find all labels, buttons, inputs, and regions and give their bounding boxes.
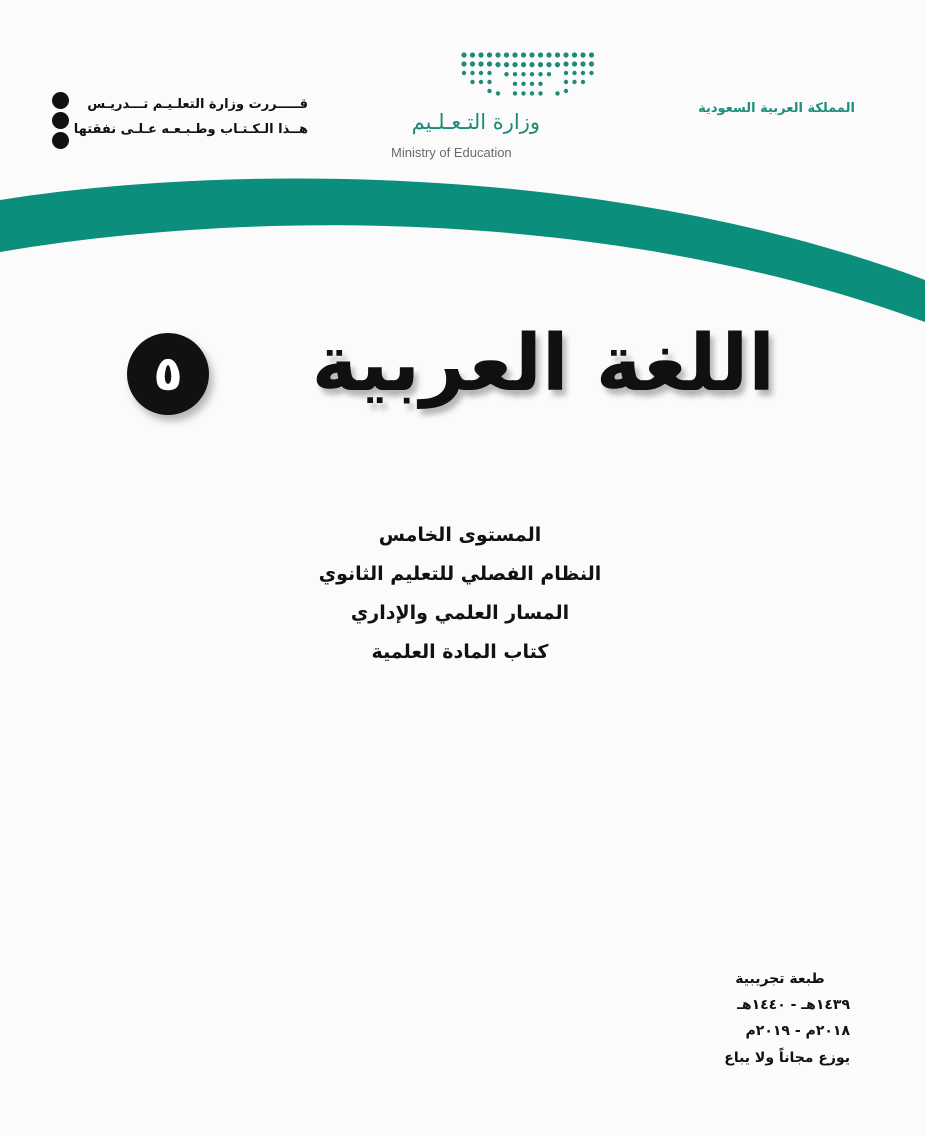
logo-dot <box>555 52 560 57</box>
logo-dot <box>504 52 509 57</box>
edition-hijri-years: ١٤٣٩هـ - ١٤٤٠هـ <box>737 997 850 1013</box>
logo-dot <box>555 62 560 67</box>
edition-label: طبعة تجريبية <box>735 971 825 987</box>
logo-dot <box>470 52 475 57</box>
subtitles <box>290 518 630 678</box>
logo-dot <box>546 52 551 57</box>
logo-arabic-text: وزارة التـعـلـيم <box>411 110 540 134</box>
logo-dot <box>521 91 525 95</box>
logo-dot <box>530 72 534 76</box>
logo-dot <box>513 72 517 76</box>
logo-dot <box>521 72 525 76</box>
logo-dot <box>572 61 577 66</box>
logo-dot <box>513 82 517 86</box>
logo-dot <box>495 62 500 67</box>
logo-dot <box>462 71 466 75</box>
logo-dot <box>470 71 474 75</box>
logo-dot <box>546 62 551 67</box>
logo-dot <box>521 82 525 86</box>
logo-dot <box>538 82 542 86</box>
logo-dot <box>581 80 585 84</box>
logo-dot <box>487 61 492 66</box>
title-text: اللغة العربية <box>311 319 775 409</box>
logo-dot <box>461 52 466 57</box>
notice-line-2: هــذا الـكـتـاب وطـبـعـه عـلـى نفقتها <box>73 122 308 137</box>
logo-dot <box>555 91 559 95</box>
logo-english-text: Ministry of Education <box>391 145 512 160</box>
logo-dot <box>478 52 483 57</box>
logo-dot <box>572 52 577 57</box>
logo-dot <box>487 52 492 57</box>
logo-dot <box>470 80 474 84</box>
logo-dot <box>478 61 483 66</box>
logo-dot <box>529 52 534 57</box>
logo-dot <box>581 71 585 75</box>
logo-dot <box>479 80 483 84</box>
ministry-logo <box>380 50 610 165</box>
edition-gregorian-years: ٢٠١٨م - ٢٠١٩م <box>745 1023 850 1039</box>
logo-dot <box>564 71 568 75</box>
logo-dot <box>580 61 585 66</box>
logo-dot <box>530 82 534 86</box>
logo-dot <box>529 62 534 67</box>
distribution-note: يوزع مجاناً ولا يباع <box>724 1050 850 1066</box>
logo-dots-icon <box>460 50 600 100</box>
kingdom-label: المملكة العربية السعودية <box>698 101 855 116</box>
logo-dot <box>495 52 500 57</box>
logo-dot <box>521 52 526 57</box>
book-title <box>100 315 820 435</box>
title-number: ٥ <box>153 346 183 402</box>
logo-dot <box>564 80 568 84</box>
logo-dot <box>572 80 576 84</box>
logo-dot <box>538 62 543 67</box>
logo-dot <box>487 89 491 93</box>
bullet-dot-icon <box>52 112 69 129</box>
logo-dot <box>563 52 568 57</box>
subtitle-track: المسار العلمي والإداري <box>350 602 570 624</box>
logo-dot <box>589 61 594 66</box>
logo-dot <box>487 71 491 75</box>
logo-dot <box>580 52 585 57</box>
logo-dot <box>521 62 526 67</box>
logo-dot <box>572 71 576 75</box>
logo-dot <box>563 61 568 66</box>
edition-info <box>680 966 860 1086</box>
logo-dot <box>530 91 534 95</box>
logo-dot <box>589 71 593 75</box>
title-number-badge <box>127 333 209 415</box>
subtitle-level: المستوى الخامس <box>378 524 542 546</box>
logo-dot <box>470 61 475 66</box>
logo-dot <box>461 61 466 66</box>
logo-dot <box>496 91 500 95</box>
logo-dot <box>487 80 491 84</box>
logo-dot <box>479 71 483 75</box>
logo-dot <box>589 52 594 57</box>
logo-dot <box>504 72 508 76</box>
logo-dot <box>564 89 568 93</box>
logo-dot <box>538 91 542 95</box>
subtitle-book-type: كتاب المادة العلمية <box>371 641 549 663</box>
logo-dot <box>504 62 509 67</box>
bullet-dot-icon <box>52 132 69 149</box>
logo-dot <box>538 72 542 76</box>
logo-dot <box>512 52 517 57</box>
notice-line-1: قـــــررت وزارة التعلـيـم تـــدريـس <box>87 97 308 112</box>
logo-dot <box>538 52 543 57</box>
logo-dot <box>513 91 517 95</box>
subtitle-system: النظام الفصلي للتعليم الثانوي <box>318 563 602 585</box>
bullet-dot-icon <box>52 92 69 109</box>
logo-dot <box>512 62 517 67</box>
logo-dot <box>547 72 551 76</box>
